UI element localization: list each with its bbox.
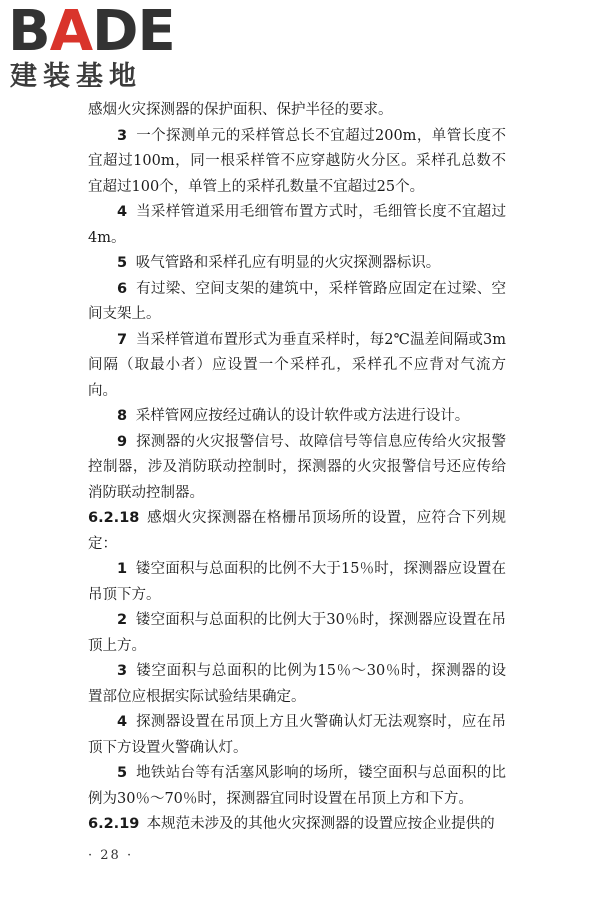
clause-paragraph: [88, 812, 506, 838]
paragraph-text: 采样管网应按经过确认的设计软件或方法进行设计。: [135, 408, 470, 424]
logo-letter-e: E: [137, 0, 175, 64]
item-number: 4: [117, 714, 128, 730]
clause-number: 6.2.18: [88, 510, 140, 526]
paragraph-text: 探测器设置在吊顶上方且火警确认灯无法观察时，应在吊顶下方设置火警确认灯。: [88, 714, 506, 756]
list-item: [88, 710, 506, 761]
list-item: [88, 608, 506, 659]
continuation-paragraph: [88, 98, 506, 124]
list-item: [88, 328, 506, 405]
list-item: [88, 277, 506, 328]
item-number: 5: [117, 255, 128, 271]
list-item: [88, 430, 506, 507]
clause-number: 6.2.19: [88, 816, 140, 832]
paragraph-text: 探测器的火灾报警信号、故障信号等信息应传给火灾报警控制器，涉及消防联动控制时，探测器的火灾报警信号还应传给消防联动控制器。: [88, 433, 506, 501]
paragraph-text: 本规范未涉及的其他火灾探测器的设置应按企业提供的: [146, 816, 495, 832]
paragraph-text: 感烟火灾探测器在格栅吊顶场所的设置，应符合下列规定：: [88, 510, 506, 552]
list-item: [88, 251, 506, 277]
item-number: 8: [117, 408, 128, 424]
item-number: 6: [117, 280, 128, 297]
item-number: 7: [117, 331, 128, 348]
list-item: [88, 200, 506, 251]
logo-letter-a: A: [49, 0, 93, 64]
item-number: 4: [117, 204, 128, 220]
logo-wordmark: [8, 0, 175, 64]
logo-letter-d: D: [92, 0, 138, 64]
paragraph-text: 当采样管道布置形式为垂直采样时，每2℃温差间隔或3m间隔（取最小者）应设置一个采样孔，采样孔不应背对气流方向。: [88, 331, 506, 399]
list-item: [88, 659, 506, 710]
paragraph-text: 镂空面积与总面积的比例不大于15％时，探测器应设置在吊顶下方。: [88, 561, 506, 603]
document-body: [88, 98, 506, 838]
item-number: 3: [117, 663, 128, 679]
paragraph-text: 当采样管道采用毛细管布置方式时，毛细管长度不宜超过4m。: [88, 204, 506, 246]
list-item: [88, 761, 506, 812]
item-number: 1: [117, 561, 128, 577]
page-number: · 28 ·: [88, 848, 134, 863]
paragraph-text: 感烟火灾探测器的保护面积、保护半径的要求。: [88, 102, 393, 118]
item-number: 3: [117, 127, 128, 144]
bade-logo: [8, 0, 180, 96]
clause-paragraph: [88, 506, 506, 557]
list-item: [88, 557, 506, 608]
list-item: [88, 404, 506, 430]
logo-chinese-text: 建装基地: [10, 61, 142, 92]
item-number: 2: [117, 612, 128, 628]
paragraph-text: 一个探测单元的采样管总长不宜超过200m，单管长度不宜超过100m，同一根采样管不应穿越防火分区。采样孔总数不宜超过100个，单管上的采样孔数量不宜超过25个。: [88, 127, 506, 195]
paragraph-text: 有过梁、空间支架的建筑中，采样管路应固定在过梁、空间支架上。: [88, 280, 506, 322]
paragraph-text: 吸气管路和采样孔应有明显的火灾探测器标识。: [135, 255, 441, 271]
paragraph-text: 地铁站台等有活塞风影响的场所，镂空面积与总面积的比例为30％～70％时，探测器宜同时设置在吊顶上方和下方。: [88, 765, 506, 807]
paragraph-text: 镂空面积与总面积的比例为15％～30％时，探测器的设置部位应根据实际试验结果确定。: [88, 663, 506, 705]
list-item: [88, 124, 506, 201]
logo-letter-b: B: [8, 0, 50, 64]
item-number: 9: [117, 433, 128, 450]
paragraph-text: 镂空面积与总面积的比例大于30％时，探测器应设置在吊顶上方。: [88, 612, 506, 654]
item-number: 5: [117, 765, 128, 781]
